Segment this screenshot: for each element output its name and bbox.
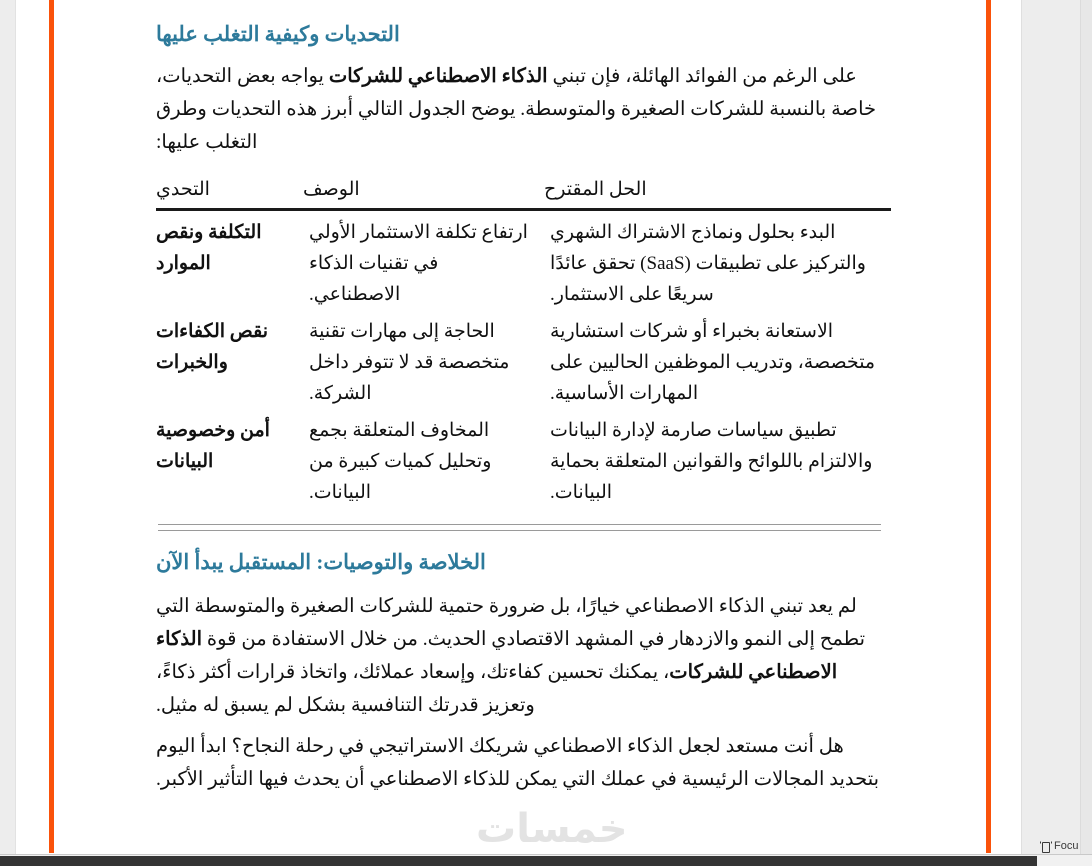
focus-icon [1040, 841, 1051, 852]
section-divider-double-rule [158, 524, 881, 531]
cell-challenge: نقص الكفاءات والخبرات [156, 321, 268, 373]
cell-challenge: أمن وخصوصية البيانات [156, 420, 270, 472]
scrollbar-track[interactable] [1080, 0, 1092, 854]
document-page [15, 0, 1022, 855]
bold-keyphrase-ai-for-companies: الذكاء الاصطناعي للشركات [156, 629, 838, 683]
cell-challenge: التكلفة ونقص الموارد [156, 222, 262, 274]
document-content [156, 0, 891, 855]
paragraph-text: يواجه بعض التحديات، خاصة بالنسبة للشركات الصغيرة والمتوسطة. يوضح الجدول التالي أبرز هذه التحديات وطرق التغلب عليها: [156, 66, 877, 153]
table-row [156, 409, 891, 508]
paragraph-text: ، يمكنك تحسين كفاءتك، وإسعاد عملائك، واتخاذ قرارات أكثر ذكاءً، وتعزيز قدرتك التنافسية بشكل لم يسبق له مثيل. [156, 662, 670, 716]
cell-description: ارتفاع تكلفة الاستثمار الأولي في تقنيات الذكاء الاصطناعي. [309, 222, 528, 305]
taskbar-edge [0, 856, 1037, 866]
cell-description: الحاجة إلى مهارات تقنية متخصصة قد لا تتوفر داخل الشركة. [309, 321, 510, 404]
cell-solution: الاستعانة بخبراء أو شركات استشارية متخصصة، وتدريب الموظفين الحاليين على المهارات الأساسية. [550, 321, 876, 404]
left-margin-rule [49, 0, 54, 853]
focus-label: Focu [1054, 840, 1079, 852]
focus-mode-button[interactable] [1040, 838, 1092, 854]
bold-keyphrase-ai-for-companies: الذكاء الاصطناعي للشركات [328, 66, 548, 87]
paragraph-text: على الرغم من الفوائد الهائلة، فإن تبني [547, 66, 857, 87]
section-heading-conclusion: الخلاصة والتوصيات: المستقبل يبدأ الآن [156, 550, 486, 574]
challenges-table [156, 174, 891, 508]
cell-solution: تطبيق سياسات صارمة لإدارة البيانات والالتزام باللوائح والقوانين المتعلقة بحماية البيانات. [550, 420, 873, 503]
table-row [156, 310, 891, 409]
column-header-solution: الحل المقترح [544, 174, 891, 210]
column-header-description: الوصف [303, 174, 544, 210]
column-header-challenge: التحدي [156, 174, 303, 210]
paragraph-challenges-intro [156, 60, 891, 159]
section-heading-challenges: التحديات وكيفية التغلب عليها [156, 22, 400, 46]
table-row [156, 210, 891, 311]
paragraph-call-to-action: هل أنت مستعد لجعل الذكاء الاصطناعي شريكك الاستراتيجي في رحلة النجاح؟ ابدأ اليوم بتحديد المجالات الرئيسية في عملك التي يمكن للذكاء الاصطناعي أن يحدث فيها التأثير الأكبر. [156, 736, 880, 790]
khamsat-watermark: خمسات [476, 806, 628, 852]
right-margin-rule [986, 0, 991, 853]
table-header-row [156, 174, 891, 210]
paragraph-conclusion [156, 590, 891, 722]
paragraph-text: لم يعد تبني الذكاء الاصطناعي خيارًا، بل ضرورة حتمية للشركات الصغيرة والمتوسطة التي تطمح إلى النمو والازدهار في المشهد الاقتصادي الحديث. من خلال الاستفادة من قوة [156, 596, 866, 650]
cell-solution: البدء بحلول ونماذج الاشتراك الشهري والتركيز على تطبيقات (SaaS) تحقق عائدًا سريعًا على الاستثمار. [550, 222, 866, 305]
cell-description: المخاوف المتعلقة بجمع وتحليل كميات كبيرة من البيانات. [309, 420, 492, 503]
